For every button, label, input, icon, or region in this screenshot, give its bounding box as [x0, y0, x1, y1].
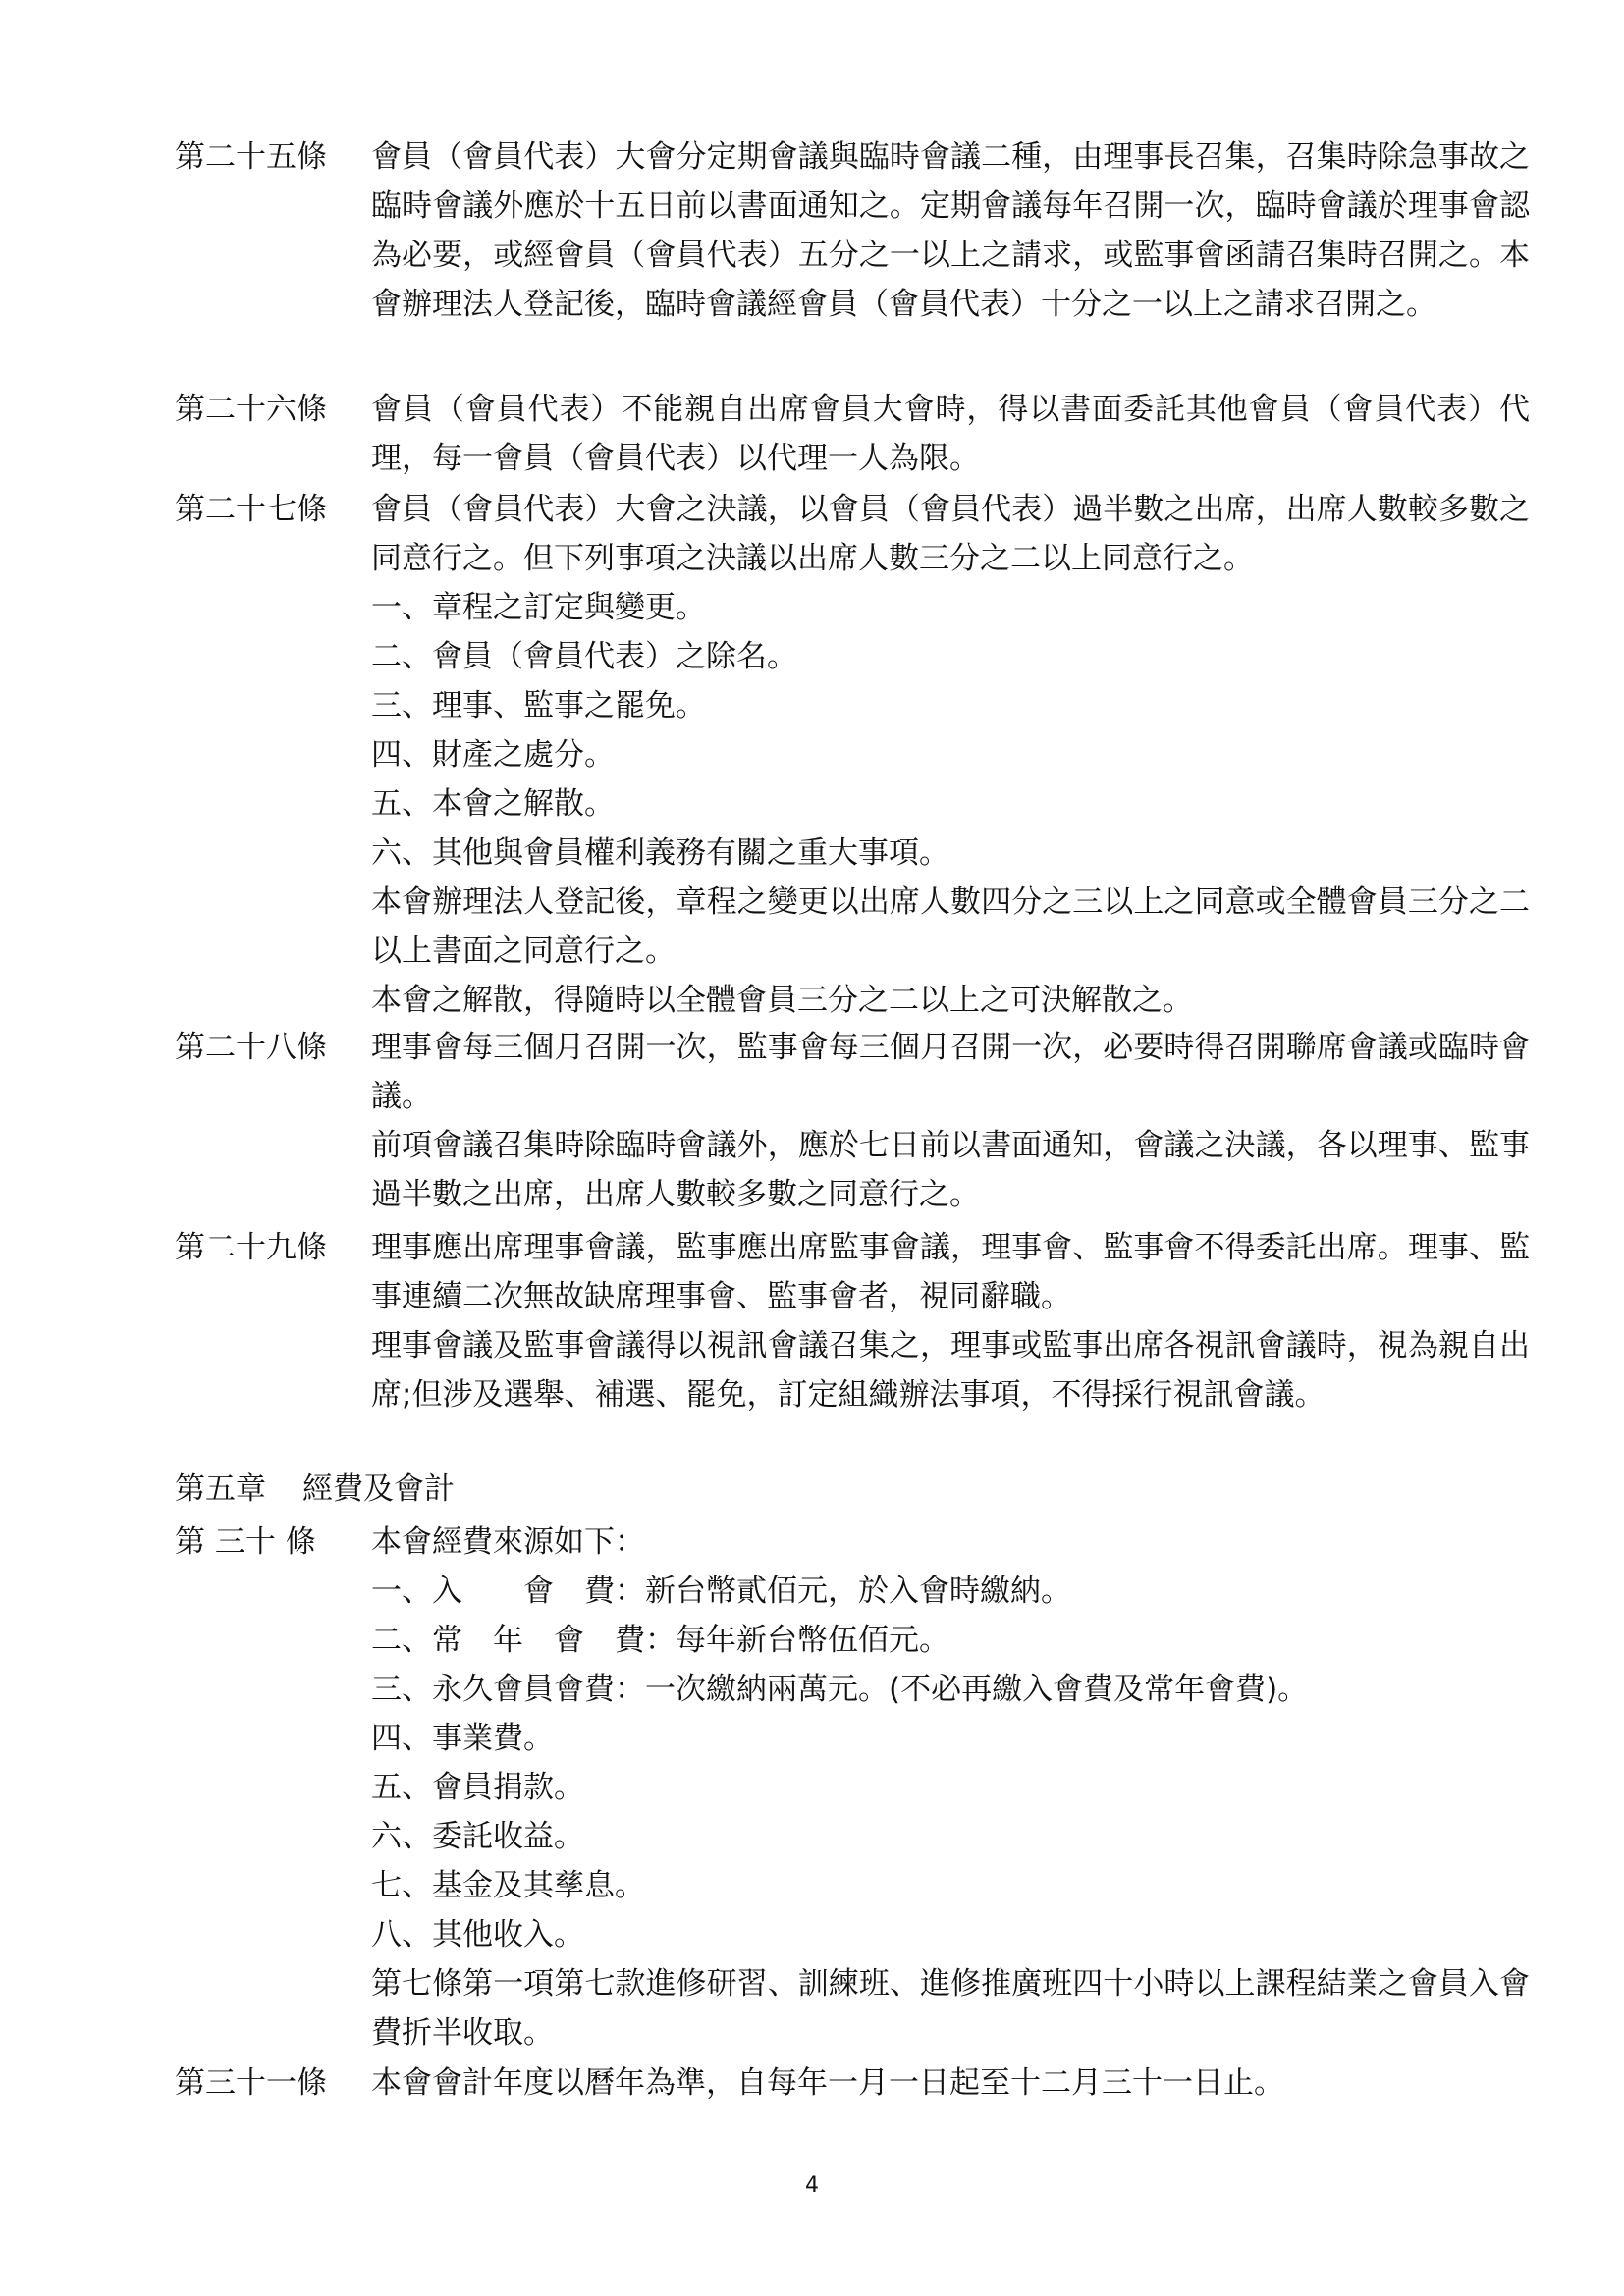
article-label: 第二十九條 — [175, 1230, 327, 1265]
chapter-title: 經費及會計 — [302, 1471, 455, 1507]
list-item: 二、會員（會員代表）之除名。 — [371, 639, 797, 674]
article-26 — [175, 385, 1530, 483]
article-body — [371, 485, 1530, 1025]
article-body — [371, 385, 1530, 483]
article-paragraph: 本會之解散，得隨時以全體會員三分之二以上之可決解散之。 — [371, 983, 1193, 1018]
list-item: 四、財產之處分。 — [371, 737, 615, 773]
list-item: 六、其他與會員權利義務有關之重大事項。 — [371, 835, 949, 871]
article-label: 第二十八條 — [175, 1030, 327, 1065]
article-body — [371, 2058, 1530, 2108]
article-paragraph: 會員（會員代表）大會分定期會議與臨時會議二種，由理事長召集，召集時除急事故之臨時會議外應於十五日前以書面通知之。定期會議每年召開一次，臨時會議於理事會認為必要，或經會員（會員代表）五分之一以上之請求，或監事會函請召集時召開之。本會辦理法人登記後，臨時會議經會員（會員代表）十分之一以上之請求召開之。 — [371, 139, 1530, 322]
list-item: 三、理事、監事之罷免。 — [371, 688, 706, 723]
article-body — [371, 1223, 1530, 1419]
chapter-number: 第五章 — [175, 1471, 266, 1507]
article-paragraph: 會員（會員代表）不能親自出席會員大會時，得以書面委託其他會員（會員代表）代理，每一會員（會員代表）以代理一人為限。 — [371, 392, 1530, 476]
list-item: 一、章程之訂定與變更。 — [371, 590, 706, 625]
article-body — [371, 133, 1530, 329]
article-body — [371, 1023, 1530, 1219]
list-item: 五、本會之解散。 — [371, 786, 615, 822]
article-label: 第二十六條 — [175, 392, 327, 427]
list-item: 八、其他收入。 — [371, 1917, 584, 1952]
article-28 — [175, 1023, 1530, 1219]
page-number: 4 — [805, 2173, 819, 2198]
article-paragraph: 理事會每三個月召開一次，監事會每三個月召開一次，必要時得召開聯席會議或臨時會議。 — [371, 1030, 1530, 1114]
article-paragraph: 本會會計年度以曆年為準，自每年一月一日起至十二月三十一日止。 — [371, 2065, 1284, 2101]
article-label: 第二十七條 — [175, 492, 327, 527]
article-body — [371, 1518, 1530, 2057]
list-item: 一、入 會 費：新台幣貳佰元，於入會時繳納。 — [371, 1574, 1071, 1609]
article-paragraph: 理事會議及監事會議得以視訊會議召集之，理事或監事出席各視訊會議時，視為親自出席;但涉及選舉、補選、罷免，訂定組織辦法事項，不得採行視訊會議。 — [371, 1328, 1530, 1413]
list-item: 七、基金及其孳息。 — [371, 1868, 645, 1903]
article-label: 第三十一條 — [175, 2065, 327, 2101]
article-label: 第 三十 條 — [175, 1524, 316, 1560]
list-item: 三、永久會員會費：一次繳納兩萬元。(不必再繳入會費及常年會費)。 — [371, 1672, 1309, 1707]
article-paragraph: 第七條第一項第七款進修研習、訓練班、進修推廣班四十小時以上課程結業之會員入會費折半收取。 — [371, 1966, 1530, 2051]
article-30 — [175, 1518, 1530, 2057]
article-paragraph: 本會辦理法人登記後，章程之變更以出席人數四分之三以上之同意或全體會員三分之二以上書面之同意行之。 — [371, 884, 1530, 969]
chapter-heading — [175, 1465, 455, 1514]
list-item: 四、事業費。 — [371, 1721, 554, 1756]
article-paragraph: 理事應出席理事會議，監事應出席監事會議，理事會、監事會不得委託出席。理事、監事連續二次無故缺席理事會、監事會者，視同辭職。 — [371, 1230, 1530, 1314]
article-25 — [175, 133, 1530, 329]
article-label: 第二十五條 — [175, 139, 327, 175]
article-31 — [175, 2058, 1530, 2108]
article-paragraph: 前項會議召集時除臨時會議外，應於七日前以書面通知，會議之決議，各以理事、監事過半數之出席，出席人數較多數之同意行之。 — [371, 1128, 1530, 1212]
list-item: 二、常 年 會 費：每年新台幣伍佰元。 — [371, 1623, 949, 1658]
article-27 — [175, 485, 1530, 1025]
article-intro: 本會經費來源如下： — [371, 1524, 645, 1560]
list-item: 五、會員捐款。 — [371, 1770, 584, 1805]
article-intro: 會員（會員代表）大會之決議，以會員（會員代表）過半數之出席，出席人數較多數之同意行之。但下列事項之決議以出席人數三分之二以上同意行之。 — [371, 492, 1530, 576]
article-29 — [175, 1223, 1530, 1419]
list-item: 六、委託收益。 — [371, 1819, 584, 1854]
